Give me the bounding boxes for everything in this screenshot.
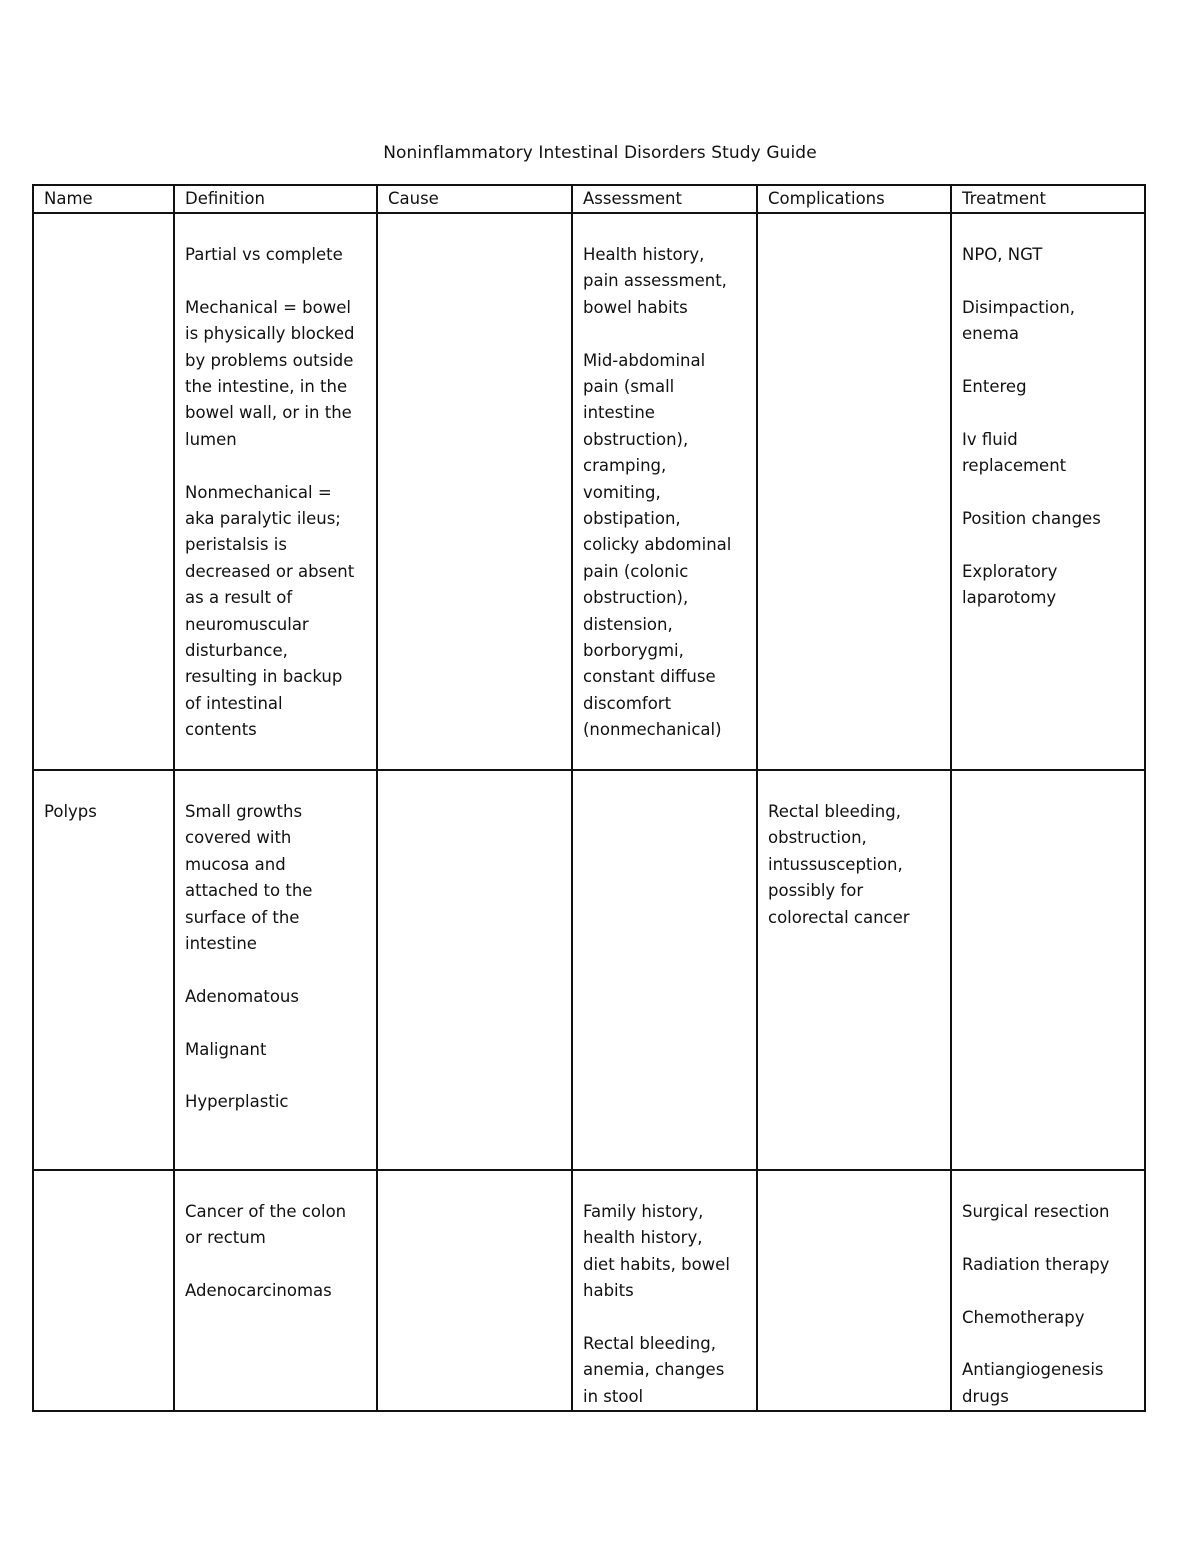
- cell-treatment: [951, 770, 1145, 1170]
- header-assessment: Assessment: [572, 185, 757, 213]
- treatment-paragraph: Iv fluid replacement: [962, 429, 1067, 476]
- header-treatment: Treatment: [951, 185, 1145, 213]
- cell-treatment: [951, 1170, 1145, 1411]
- complications-paragraph: Rectal bleeding, obstruction, intussusception, possibly for colorectal cancer: [768, 802, 910, 927]
- definition-paragraph: Partial vs complete: [185, 245, 343, 264]
- cell-complications: [757, 770, 951, 1170]
- cell-name: [33, 1170, 174, 1411]
- definition-paragraph: Adenocarcinomas: [185, 1281, 332, 1301]
- treatment-paragraph: Position changes: [962, 509, 1101, 528]
- definition-paragraph: Adenomatous: [185, 986, 299, 1006]
- treatment-paragraph: Chemotherapy: [962, 1307, 1085, 1327]
- table-row: [33, 1170, 1145, 1411]
- definition-paragraph: Small growths covered with mucosa and attached to the surface of the intestine: [185, 802, 313, 954]
- cell-definition: [174, 770, 377, 1170]
- table-row: [33, 213, 1145, 770]
- table-row: [33, 770, 1145, 1170]
- study-guide-table: [32, 184, 1146, 1412]
- cell-treatment: [951, 213, 1145, 770]
- treatment-paragraph: Radiation therapy: [962, 1254, 1110, 1274]
- cell-definition: [174, 1170, 377, 1411]
- header-definition: Definition: [174, 185, 377, 213]
- cell-complications: [757, 1170, 951, 1411]
- treatment-paragraph: NPO, NGT: [962, 245, 1043, 264]
- cell-definition: [174, 213, 377, 770]
- definition-paragraph: Hyperplastic: [185, 1092, 289, 1112]
- definition-paragraph: Nonmechanical = aka paralytic ileus; peristalsis is decreased or absent as a result of neuromuscular disturbance, resulting in backup of intestinal contents: [185, 482, 355, 740]
- cell-cause: [377, 770, 572, 1170]
- cell-assessment: [572, 1170, 757, 1411]
- assessment-paragraph: Family history, health history, diet habits, bowel habits: [583, 1202, 730, 1301]
- assessment-paragraph: Rectal bleeding, anemia, changes in stool: [583, 1334, 725, 1406]
- header-complications: Complications: [757, 185, 951, 213]
- table-header-row: [33, 185, 1145, 213]
- assessment-paragraph: Mid-abdominal pain (small intestine obstruction), cramping, vomiting, obstipation, colicky abdominal pain (colonic obstruction), distension, borborygmi, constant diffuse discomfort (nonmechanical): [583, 350, 732, 740]
- assessment-paragraph: Health history, pain assessment, bowel habits: [583, 245, 727, 317]
- cell-assessment: [572, 770, 757, 1170]
- definition-paragraph: Mechanical = bowel is physically blocked by problems outside the intestine, in the bowel wall, or in the lumen: [185, 297, 355, 449]
- cell-name: Polyps: [33, 770, 174, 1170]
- cell-cause: [377, 213, 572, 770]
- treatment-paragraph: Antiangiogenesis drugs: [962, 1360, 1104, 1406]
- treatment-paragraph: Exploratory laparotomy: [962, 561, 1058, 608]
- cell-name: [33, 213, 174, 770]
- page-title: Noninflammatory Intestinal Disorders Study Guide: [383, 143, 817, 163]
- treatment-paragraph: Surgical resection: [962, 1202, 1110, 1221]
- cell-complications: [757, 213, 951, 770]
- cell-assessment: [572, 213, 757, 770]
- header-name: Name: [33, 185, 174, 213]
- treatment-paragraph: Entereg: [962, 377, 1027, 396]
- cell-cause: [377, 1170, 572, 1411]
- treatment-paragraph: Disimpaction, enema: [962, 297, 1076, 344]
- header-cause: Cause: [377, 185, 572, 213]
- definition-paragraph: Cancer of the colon or rectum: [185, 1202, 347, 1248]
- definition-paragraph: Malignant: [185, 1039, 267, 1059]
